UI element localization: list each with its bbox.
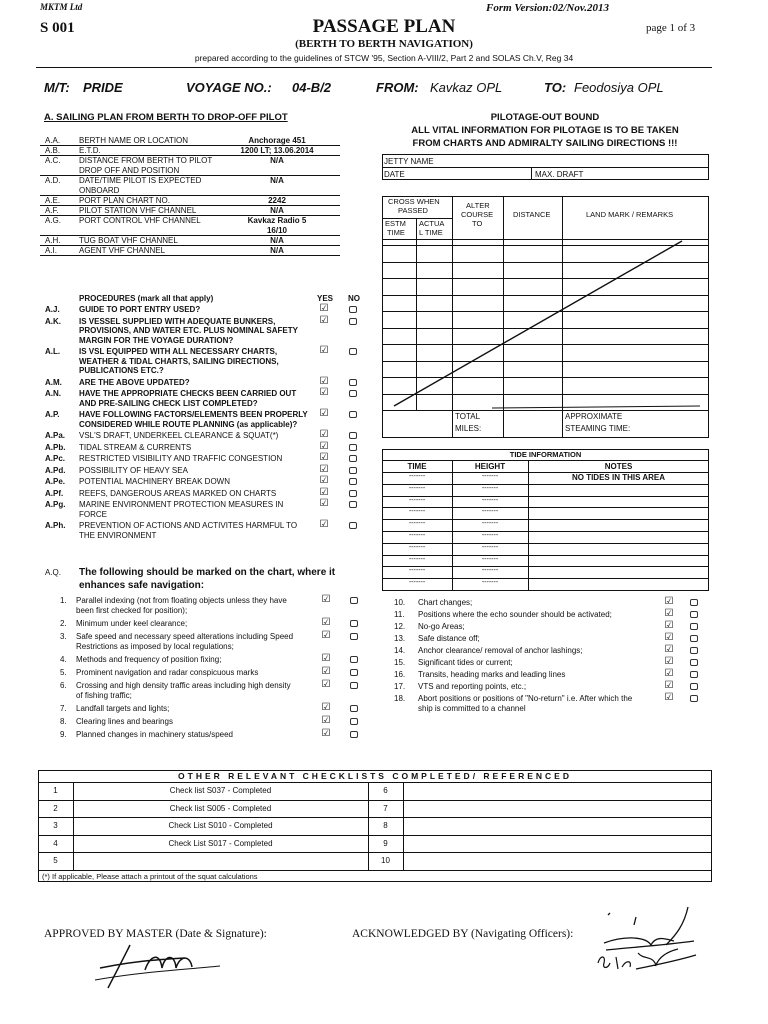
chart-item-number: 1. [60,596,67,605]
yes-check-icon[interactable]: ☑ [319,463,329,475]
sailing-plan-table [0,136,360,286]
procedure-text: THE ENVIRONMENT [79,530,157,540]
from-port: Kavkaz OPL [430,80,503,95]
passed-header: PASSED [398,206,428,215]
no-checkbox[interactable] [690,635,698,642]
chart-item-number: 5. [60,668,67,677]
chart-item-number: 9. [60,730,67,739]
checklist-row-line [38,835,712,836]
course-header: COURSE [461,210,494,219]
ltime-header: L TIME [419,228,443,237]
approved-by-label: APPROVED BY MASTER (Date & Signature): [44,928,267,940]
checklist-row-line [38,817,712,818]
procedure-code: A.N. [45,389,61,398]
sailing-row-label: PORT CONTROL VHF CHANNEL [79,216,201,225]
chart-item-text: Positions where the echo sounder should be activated; [418,610,612,619]
checklists-title: OTHER RELEVANT CHECKLISTS COMPLETED/ REFERENCED [178,771,572,781]
no-checkbox[interactable] [349,432,357,439]
chart-item-text: Chart changes; [418,598,473,607]
to-port: Feodosiya OPL [574,80,664,95]
to-label: TO: [544,80,567,95]
landmark-header: LAND MARK / REMARKS [586,210,674,219]
procedure-text: GUIDE TO PORT ENTRY USED? [79,305,201,314]
yes-check-icon[interactable]: ☑ [321,679,331,690]
sailing-row-value: 1200 LT; 13.06.2014 [240,146,314,155]
chart-item-text: ship is committed to a channel [418,704,526,713]
strike-through-line [382,196,709,438]
tide-time-cell: ------- [408,567,426,575]
yes-check-icon[interactable]: ☑ [319,314,329,326]
tide-time-cell: ------- [408,473,426,480]
no-checkbox[interactable] [690,659,698,666]
pilotage-note-2: FROM CHARTS AND ADMIRALTY SAILING DIRECTIONS !!! [412,138,678,149]
checklist-row-line [38,852,712,853]
procedures-list [0,305,370,567]
procedure-text: FORCE [79,509,107,519]
yes-check-icon[interactable]: ☑ [664,656,674,667]
checklist-number: 7 [383,803,388,813]
yes-check-icon[interactable]: ☑ [319,375,329,387]
tide-height-cell: ------- [481,496,499,504]
no-checkbox[interactable] [690,695,698,702]
aq-title: The following should be marked on the chart, where it [79,567,336,578]
voyage-number: 04-B/2 [292,80,332,95]
sailing-row-value: N/A [270,246,284,255]
procedure-code: A.Pg. [45,500,66,509]
procedure-text: POTENTIAL MACHINERY BREAK DOWN [79,477,230,486]
officer-signatures [596,905,716,985]
chart-item-text: Anchor clearance/ removal of anchor lashings; [418,646,583,655]
date-label: DATE [384,170,405,179]
aq-title-2: enhances safe navigation: [79,580,205,591]
no-checkbox[interactable] [350,633,358,640]
yes-check-icon[interactable]: ☑ [319,408,329,419]
no-checkbox[interactable] [350,597,358,604]
yes-check-icon[interactable]: ☑ [319,452,329,463]
no-checkbox[interactable] [349,444,357,451]
procedure-code: A.M. [45,377,62,387]
procedure-text: IS VSL EQUIPPED WITH ALL NECESSARY CHARTS, [79,347,278,356]
tide-height-cell: ------- [481,508,499,516]
yes-check-icon[interactable]: ☑ [319,429,329,440]
chart-item-number: 12. [394,622,406,631]
procedure-text: PREVENTION OF ACTIONS AND ACTIVITES HARMFUL TO [79,521,298,530]
tide-height-cell: ------- [481,579,499,587]
yes-check-icon[interactable]: ☑ [664,692,674,703]
no-checkbox[interactable] [690,623,698,630]
voyage-label: VOYAGE NO.: [186,80,272,95]
vessel-name: PRIDE [83,80,123,95]
checklist-row-line [38,800,712,801]
checklist-entry[interactable]: Check List S010 - Completed [168,821,273,831]
tide-time-cell: ------- [408,508,426,516]
yes-check-icon[interactable]: ☑ [664,644,674,655]
yes-check-icon[interactable]: ☑ [664,596,674,607]
checklist-number: 6 [383,786,388,795]
chart-item-text: Crossing and high density traffic areas including high density [76,681,291,690]
tide-height-cell: ------- [481,520,499,528]
row-divider [40,255,340,256]
tide-height-cell: ------- [481,543,499,551]
checklist-number: 4 [53,838,58,848]
procedure-code: A.P. [45,410,60,419]
chart-item-text: VTS and reporting points, etc.; [418,682,527,691]
tide-notes-header: NOTES [604,462,633,471]
chart-item-number: 3. [60,632,67,641]
yes-check-icon[interactable]: ☑ [321,617,331,628]
procedure-code: A.Pe. [45,477,66,486]
yes-check-icon[interactable]: ☑ [321,594,331,605]
no-checkbox[interactable] [690,611,698,618]
no-checkbox[interactable] [349,318,357,325]
sailing-row-label: PILOT STATION VHF CHANNEL [79,206,197,215]
sailing-row-code: A.D. [45,176,61,185]
procedure-text: PROVISIONS, AND WATER ETC. PLUS NOMINAL SAFETY [79,326,298,335]
no-checkbox[interactable] [350,682,358,689]
approximate-label: APPROXIMATE [565,412,623,421]
procedure-text: WEATHER & TIDAL CHARTS, SAILING DIRECTIONS, [79,356,279,366]
procedures-label: PROCEDURES (mark all that apply) [79,294,214,303]
chart-item-text: Methods and frequency of position fixing; [76,655,222,664]
sailing-row-label: TUG BOAT VHF CHANNEL [79,236,178,245]
no-checkbox[interactable] [350,731,358,738]
yes-check-icon[interactable]: ☑ [319,519,329,530]
procedure-text: MARINE ENVIRONMENT PROTECTION MEASURES IN [79,500,284,509]
estm-header: ESTM [385,219,406,228]
jetty-name-label: JETTY NAME [384,157,434,166]
sailing-row-value: Anchorage 451 [248,136,306,145]
tide-height-cell: ------- [481,473,499,480]
chart-item-number: 4. [60,655,67,664]
to-header: TO [472,219,483,228]
procedure-text: VSL'S DRAFT, UNDERKEEL CLEARANCE & SQUAT(*) [79,431,279,440]
pilotage-title: PILOTAGE-OUT BOUND [490,112,600,123]
no-checkbox[interactable] [350,669,358,676]
chart-item-text: Landfall targets and lights; [76,704,170,713]
sailing-row-value: 16/10 [266,226,288,235]
steaming-time-label: STEAMING TIME: [565,424,631,433]
sailing-row-code: A.E. [45,196,61,205]
acknowledged-by-label: ACKNOWLEDGED BY (Navigating Officers): [352,928,574,940]
no-checkbox[interactable] [350,718,358,725]
chart-item-number: 16. [394,670,406,679]
chart-item-text: Safe distance off; [418,634,480,643]
yes-check-icon[interactable]: ☑ [321,715,331,726]
sailing-row-code: A.I. [45,246,58,255]
sailing-row-code: A.H. [45,236,61,245]
vessel-label: M/T: [44,80,70,95]
chart-item-number: 7. [60,704,67,713]
checklist-entry[interactable]: Check list S005 - Completed [169,803,272,813]
tide-time-cell: ------- [408,579,426,587]
checklist-number: 3 [53,821,58,831]
total-label: TOTAL [455,412,481,421]
no-checkbox[interactable] [349,379,357,386]
no-checkbox[interactable] [349,411,357,418]
from-label: FROM: [376,80,419,95]
yes-check-icon[interactable]: ☑ [664,620,674,631]
sailing-row-code: A.G. [45,216,62,225]
procedure-code: A.Pc. [45,454,66,463]
chart-item-number: 2. [60,619,67,628]
chart-item-text: Safe speed and necessary speed alterations including Speed [76,632,294,641]
procedure-text: RESTRICTED VISIBILITY AND TRAFFIC CONGESTION [79,454,283,463]
tide-time-cell: ------- [408,532,426,539]
no-checkbox[interactable] [349,522,357,529]
sailing-row-value: N/A [270,206,284,215]
chart-item-number: 14. [394,646,406,655]
chart-item-text: Minimum under keel clearance; [76,619,188,628]
sailing-row-label: DROP OFF AND POSITION [79,166,180,175]
chart-item-number: 18. [394,694,406,703]
tide-height-cell: ------- [481,555,499,563]
checklist-number: 1 [53,786,58,795]
no-checkbox[interactable] [349,467,357,474]
sailing-row-value: 2242 [268,196,286,205]
yes-check-icon[interactable]: ☑ [321,630,331,641]
doc-code: S 001 [40,20,75,36]
prepared-note: prepared according to the guidelines of STCW '95, Section A-VIII/2, Part 2 and SOLAS Ch.V, Reg 34 [194,53,574,63]
chart-items-right [380,598,710,728]
procedure-code: A.Pd. [45,465,66,475]
tide-time-cell: ------- [408,484,426,492]
procedure-code: A.Pa. [45,431,66,440]
sailing-row-label: PORT PLAN CHART NO. [79,196,170,205]
tide-time-cell: ------- [408,520,426,528]
no-checkbox[interactable] [349,455,357,462]
no-header: NO [348,294,360,303]
no-checkbox[interactable] [350,656,358,663]
chart-item-text: Significant tides or current; [418,658,513,667]
cross-when-header: CROSS WHEN [388,197,440,206]
yes-check-icon[interactable]: ☑ [319,345,329,356]
yes-check-icon[interactable]: ☑ [321,666,331,677]
chart-item-text: Abort positions or positions of "No-return" i.e. After which the [418,694,633,703]
yes-check-icon[interactable]: ☑ [664,668,674,679]
yes-check-icon[interactable]: ☑ [319,498,329,509]
procedure-text: POSSIBILITY OF HEAVY SEA [79,465,188,475]
sailing-row-label: ONBOARD [79,186,120,195]
procedure-code: A.K. [45,316,61,326]
no-checkbox[interactable] [690,599,698,606]
procedure-text: ARE THE ABOVE UPDATED? [79,377,190,387]
chart-item-text: been first checked for position); [76,606,188,615]
page-subtitle: (BERTH TO BERTH NAVIGATION) [295,38,473,50]
pilotage-note-1: ALL VITAL INFORMATION FOR PILOTAGE IS TO BE TAKEN [411,125,679,136]
chart-item-text: Planned changes in machinery status/speed [76,730,233,739]
section-a-title: A. SAILING PLAN FROM BERTH TO DROP-OFF PILOT [44,112,288,123]
sailing-row-code: A.B. [45,146,61,155]
yes-check-icon[interactable]: ☑ [321,653,331,664]
no-checkbox[interactable] [349,478,357,485]
sailing-row-label: E.T.D. [79,146,101,155]
header-rule [36,67,712,68]
no-checkbox[interactable] [350,705,358,712]
procedure-text: CONSIDERED WHILE ROUTE PLANNING (as applicable)? [79,419,298,429]
chart-item-number: 13. [394,634,406,643]
chart-item-number: 17. [394,682,406,691]
chart-item-text: No-go Areas; [418,622,465,631]
tide-height-header: HEIGHT [474,462,506,471]
chart-item-text: of fishing traffic; [76,691,132,700]
tide-notes-cell: NO TIDES IN THIS AREA [571,473,666,482]
procedure-text: AND PRE-SAILING CHECK LIST COMPLETED? [79,398,258,408]
sailing-row-code: A.A. [45,136,61,145]
checklist-entry[interactable]: Check List S017 - Completed [168,838,273,848]
tide-time-header: TIME [407,462,427,471]
actual-header: ACTUA [419,219,445,228]
distance-header: DISTANCE [513,210,551,219]
yes-check-icon[interactable]: ☑ [319,303,329,314]
no-checkbox[interactable] [690,683,698,690]
sailing-row-value: Kavkaz Radio 5 [247,216,307,225]
yes-check-icon[interactable]: ☑ [321,728,331,739]
sailing-row-value: N/A [270,236,284,245]
procedure-code: A.Pb. [45,442,66,452]
chart-item-text: Parallel indexing (not from floating objects unless they have [76,596,287,605]
master-signature [90,940,230,990]
sailing-row-code: A.F. [45,206,59,215]
page-number: page 1 of 3 [646,22,696,34]
procedure-code: A.J. [45,305,60,314]
sailing-row-value: N/A [270,156,284,165]
sailing-row-label: DISTANCE FROM BERTH TO PILOT [79,156,213,165]
sailing-row-label: DATE/TIME PILOT IS EXPECTED [79,176,202,185]
chart-item-text: Transits, heading marks and leading lines [418,670,566,679]
yes-check-icon[interactable]: ☑ [319,440,329,452]
tide-title: TIDE INFORMATION [509,450,582,459]
tide-height-cell: ------- [481,567,499,575]
procedure-code: A.Pf. [45,488,64,498]
company-name: MKTM Ltd [40,2,83,12]
chart-item-number: 15. [394,658,406,667]
form-version: Form Version:02/Nov.2013 [486,2,610,14]
chart-item-number: 10. [394,598,406,607]
tide-time-cell: ------- [408,496,426,504]
time-header: TIME [387,228,405,237]
yes-check-icon[interactable]: ☑ [319,387,329,398]
tide-time-cell: ------- [408,555,426,563]
yes-check-icon[interactable]: ☑ [321,702,331,713]
no-checkbox[interactable] [350,620,358,627]
miles-label: MILES: [455,424,482,433]
chart-item-number: 11. [394,610,405,619]
sailing-row-code: A.C. [45,156,61,165]
yes-check-icon[interactable]: ☑ [319,475,329,486]
yes-check-icon[interactable]: ☑ [664,632,674,643]
tide-time-cell: ------- [408,543,426,551]
checklist-entry[interactable]: Check list S037 - Completed [169,786,272,795]
checklist-number: 8 [383,821,388,831]
max-draft-label: MAX. DRAFT [535,170,584,179]
yes-check-icon[interactable]: ☑ [664,608,674,619]
tide-height-cell: ------- [481,532,499,539]
yes-header: YES [317,294,334,303]
procedure-code: A.Ph. [45,521,66,530]
checklist-number: 2 [53,803,58,813]
no-checkbox[interactable] [349,348,357,355]
procedure-text: MARGIN FOR THE VOYAGE DURATION? [79,335,234,345]
no-checkbox[interactable] [690,671,698,678]
aq-code: A.Q. [45,568,62,577]
yes-check-icon[interactable]: ☑ [664,680,674,691]
procedure-code: A.L. [45,347,61,356]
page-title: PASSAGE PLAN [312,16,456,37]
procedure-text: HAVE FOLLOWING FACTORS/ELEMENTS BEEN PROPERLY [79,410,308,419]
procedure-text: IS VESSEL SUPPLIED WITH ADEQUATE BUNKERS, [79,316,276,326]
checklist-number: 9 [383,838,388,848]
chart-items-left [0,596,370,746]
chart-item-text: Prominent navigation and radar conspicuous marks [76,668,259,677]
sailing-row-label: AGENT VHF CHANNEL [79,246,166,255]
sailing-row-label: BERTH NAME OR LOCATION [79,136,189,145]
procedure-text: TIDAL STREAM & CURRENTS [79,442,192,452]
no-checkbox[interactable] [349,306,357,313]
chart-item-text: Restrictions as imposed by local regulations; [76,642,234,651]
tide-height-cell: ------- [481,484,499,492]
checklist-number: 10 [381,856,390,866]
procedure-text: REEFS, DANGEROUS AREAS MARKED ON CHARTS [79,488,277,498]
no-checkbox[interactable] [349,490,357,497]
yes-check-icon[interactable]: ☑ [319,486,329,498]
sailing-row-value: N/A [270,176,284,185]
chart-item-number: 8. [60,717,67,726]
squat-footnote: (*) If applicable, Please attach a printout of the squat calculations [42,872,258,881]
procedure-text: HAVE THE APPROPRIATE CHECKS BEEN CARRIED OUT [79,389,297,398]
no-checkbox[interactable] [349,501,357,508]
no-checkbox[interactable] [690,647,698,654]
chart-item-number: 6. [60,681,67,690]
procedure-text: PUBLICATIONS ETC.? [79,366,164,375]
no-checkbox[interactable] [349,390,357,397]
checklist-number: 5 [53,856,58,866]
chart-item-text: Clearing lines and bearings [76,717,173,726]
alter-header: ALTER [466,201,490,210]
